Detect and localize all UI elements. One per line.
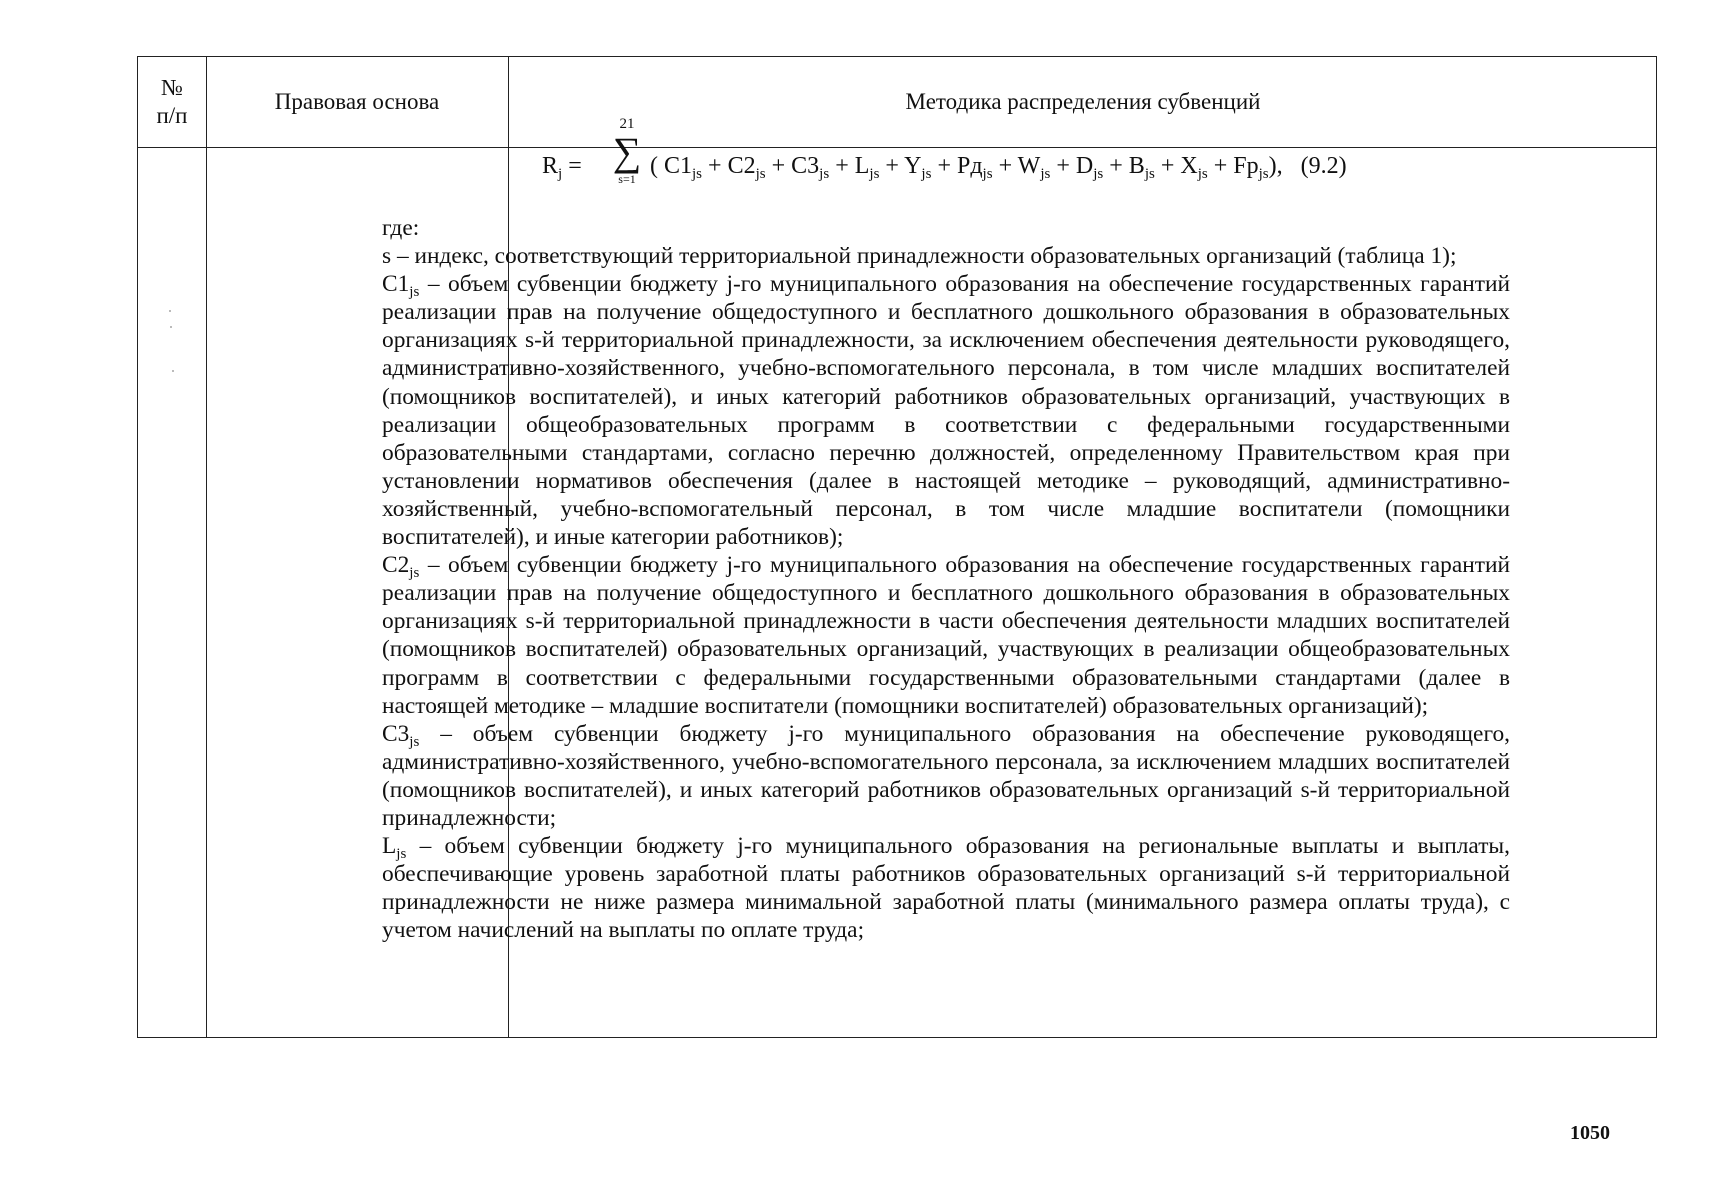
formula-number: (9.2) — [1300, 153, 1347, 179]
sum-upper-limit: 21 — [619, 116, 635, 132]
formula-9-2 — [382, 116, 1510, 214]
formula-rhs: ( $C1_{js} + C2_{js} + C3_{js} + L_{js} + Y_{js} + Pд_{js} + W_{js} + D_{js} + B_{js} + X_{js} + Fp_{js}$), (9.2) — [650, 153, 1347, 182]
definition-s: s – индекс, соответствующий территориальной принадлежности образовательных организаций (таблица 1); — [382, 243, 1457, 270]
definition-l: $L_{js}$ – объем субвенции бюджету j-го муниципального образования на региональные выплаты и выплаты, обеспечивающие уровень заработной платы работников образовательных организаций s-й территориальной принадлежности не ниже размера минимальной заработной платы (минимального размера оплаты труда), с учетом начислений на выплаты по оплате труда; — [382, 833, 1510, 944]
page-number: 1050 — [1570, 1122, 1610, 1144]
formula-lhs: $R_j$ = — [542, 153, 582, 182]
header-number — [138, 57, 206, 147]
methodology-cell — [382, 116, 1510, 944]
scan-speck — [170, 326, 172, 328]
formula-term: $C1_{js}$ — [664, 153, 703, 182]
header-number-abbr: п/п — [156, 103, 188, 128]
definition-c2: $C2_{js}$ – объем субвенции бюджету j-го муниципального образования на обеспечение государственных гарантий реализации прав на получение общедоступного и бесплатного дошкольного образования в образовательных организациях s-й территориальной принадлежности в части обеспечения деятельности младших воспитателей (помощников воспитателей) образовательных организаций, участвующих в реализации общеобразовательных программ в соответствии с федеральными государственными образовательными стандартами (далее в настоящей методике – младшие воспитатели (помощники воспитателей) образовательных организаций); — [382, 552, 1510, 719]
definition-c3: $C3_{js}$ – объем субвенции бюджету j-го муниципального образования на обеспечение руководящего, административно-хозяйственного, учебно-вспомогательного персонала, за исключением младших воспитателей (помощников воспитателей), и иных категорий работников образовательных организаций s-й территориальной принадлежности; — [382, 720, 1510, 831]
sigma-symbol: ∑ — [612, 129, 642, 174]
formula-term: $C2_{js}$ — [727, 153, 766, 182]
formula-term: $C3_{js}$ — [791, 153, 830, 182]
header-legal-basis: Правовая основа — [274, 89, 440, 114]
header-methodology: Методика распределения субвенций — [905, 89, 1261, 114]
formula-term: $Y_{js}$ — [904, 153, 932, 182]
formula-term: $L_{js}$ — [854, 153, 880, 182]
scan-speck — [169, 310, 171, 312]
where-label: где: — [382, 215, 420, 241]
summation — [612, 116, 642, 186]
formula-term: $D_{js}$ — [1075, 153, 1104, 182]
formula-term: $B_{js}$ — [1128, 153, 1155, 182]
scan-speck — [172, 370, 174, 372]
definition-c1: $C1_{js}$ – объем субвенции бюджету j-го муниципального образования на обеспечение государственных гарантий реализации прав на получение общедоступного и бесплатного дошкольного образования в образовательных организациях s-й территориальной принадлежности, за исключением обеспечения деятельности руководящего, административно-хозяйственного, учебно-вспомогательного персонала, в том числе младших воспитателей (помощников воспитателей), и иных категорий работников образовательных организаций, участвующих в реализации общеобразовательных программ в соответствии с федеральными государственными образовательными стандартами, согласно перечню должностей, определенному Правительством края при установлении нормативов обеспечения (далее в настоящей методике – руководящий, административно-хозяйственный, учебно-вспомогательный персонал, в том числе младшие воспитатели (помощники воспитателей), и иные категории работников); — [382, 271, 1510, 551]
header-number-sign: № — [161, 75, 183, 100]
formula-term: $X_{js}$ — [1180, 153, 1208, 182]
formula-term: $W_{js}$ — [1017, 153, 1051, 182]
column-divider — [206, 57, 207, 1037]
formula-term: $Fp_{js}$ — [1233, 153, 1269, 182]
formula-term: $Pд_{js}$ — [956, 153, 993, 182]
sum-lower-limit: s=1 — [618, 172, 636, 186]
